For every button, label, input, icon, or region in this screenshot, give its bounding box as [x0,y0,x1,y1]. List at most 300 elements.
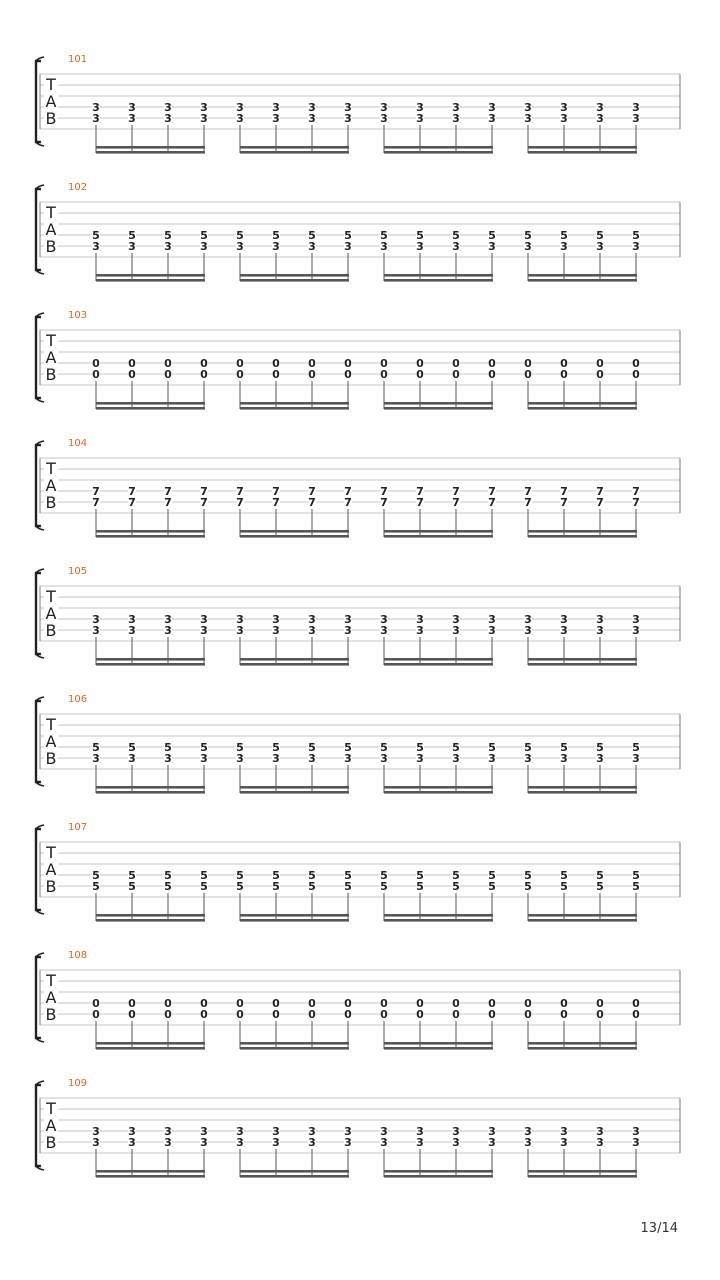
tab-clef-letter: T [46,331,56,350]
fret-number: 3 [164,240,172,253]
fret-number: 0 [488,1008,496,1021]
fret-number: 3 [344,101,352,114]
fret-number: 7 [236,485,244,498]
fret-number: 5 [92,229,100,242]
fret-number: 3 [272,101,280,114]
fret-number: 0 [92,997,100,1010]
beam [528,535,637,538]
fret-number: 3 [452,752,460,765]
fret-number: 7 [344,485,352,498]
fret-number: 7 [596,485,604,498]
fret-number: 3 [488,101,496,114]
beam [96,535,205,538]
tab-clef-letter: B [45,365,57,384]
beam [96,1042,205,1045]
beam [384,1042,493,1045]
fret-number: 5 [452,869,460,882]
fret-number: 5 [308,880,316,893]
fret-number: 3 [596,624,604,637]
fret-number: 3 [200,613,208,626]
measure-number: 105 [68,566,88,577]
fret-number: 5 [452,229,460,242]
beam [240,1047,349,1050]
fret-number: 7 [164,496,172,509]
fret-number: 3 [272,752,280,765]
fret-number: 5 [416,880,424,893]
fret-number: 3 [452,1125,460,1138]
fret-number: 3 [488,613,496,626]
beam [528,274,637,277]
beam [384,146,493,149]
tab-clef-letter: T [46,459,56,478]
tab-clef-letter: T [46,203,56,222]
fret-number: 3 [200,240,208,253]
fret-number: 3 [380,1136,388,1149]
system-101 [36,54,680,154]
fret-number: 3 [416,240,424,253]
fret-number: 0 [524,368,532,381]
measure-number: 108 [68,950,88,961]
fret-number: 5 [272,741,280,754]
fret-number: 3 [344,240,352,253]
fret-number: 3 [344,613,352,626]
beam [384,151,493,154]
fret-number: 5 [560,229,568,242]
beam [240,1170,349,1173]
fret-number: 0 [344,997,352,1010]
fret-number: 3 [560,613,568,626]
beam [384,658,493,661]
fret-number: 3 [128,101,136,114]
fret-number: 7 [380,485,388,498]
fret-number: 5 [200,741,208,754]
tab-clef-letter: A [45,92,57,111]
beam [528,791,637,794]
fret-number: 3 [200,112,208,125]
fret-number: 0 [380,368,388,381]
fret-number: 3 [416,752,424,765]
fret-number: 5 [632,880,640,893]
fret-number: 0 [236,1008,244,1021]
fret-number: 3 [560,624,568,637]
fret-number: 0 [272,368,280,381]
fret-number: 0 [128,997,136,1010]
beam [528,146,637,149]
fret-number: 0 [452,1008,460,1021]
beam [384,919,493,922]
fret-number: 7 [92,485,100,498]
fret-number: 0 [524,997,532,1010]
fret-number: 5 [524,880,532,893]
fret-number: 3 [128,752,136,765]
beam [240,914,349,917]
fret-number: 5 [164,741,172,754]
fret-number: 0 [416,997,424,1010]
fret-number: 3 [452,624,460,637]
fret-number: 7 [200,485,208,498]
fret-number: 3 [236,101,244,114]
fret-number: 5 [164,869,172,882]
fret-number: 3 [416,112,424,125]
beam [384,402,493,405]
fret-number: 5 [596,741,604,754]
fret-number: 0 [596,368,604,381]
beam [96,402,205,405]
fret-number: 5 [236,880,244,893]
fret-number: 7 [488,485,496,498]
fret-number: 3 [524,752,532,765]
fret-number: 3 [164,752,172,765]
fret-number: 3 [632,1136,640,1149]
fret-number: 7 [452,496,460,509]
fret-number: 5 [164,229,172,242]
fret-number: 0 [128,1008,136,1021]
tab-clef-letter: B [45,1005,57,1024]
beam [240,535,349,538]
fret-number: 0 [452,357,460,370]
beam [528,407,637,410]
beam [240,1175,349,1178]
fret-number: 3 [128,240,136,253]
fret-number: 3 [164,1136,172,1149]
fret-number: 0 [560,368,568,381]
beam [528,1170,637,1173]
fret-number: 5 [272,880,280,893]
fret-number: 3 [308,112,316,125]
fret-number: 3 [380,101,388,114]
fret-number: 7 [272,485,280,498]
beam [384,914,493,917]
fret-number: 3 [380,752,388,765]
beam [384,791,493,794]
fret-number: 5 [92,741,100,754]
fret-number: 3 [236,613,244,626]
system-102 [36,182,680,282]
fret-number: 3 [524,613,532,626]
fret-number: 0 [344,368,352,381]
fret-number: 0 [344,357,352,370]
fret-number: 0 [128,357,136,370]
fret-number: 0 [200,1008,208,1021]
fret-number: 5 [308,869,316,882]
system-103 [36,310,680,410]
fret-number: 5 [272,869,280,882]
beam [240,151,349,154]
tab-clef-letter: T [46,971,56,990]
fret-number: 3 [164,101,172,114]
beam [240,146,349,149]
beam [528,530,637,533]
beam [528,402,637,405]
fret-number: 0 [596,1008,604,1021]
fret-number: 7 [416,496,424,509]
fret-number: 3 [308,1136,316,1149]
tab-clef-letter: B [45,877,57,896]
measure-number: 109 [68,1078,88,1089]
beam [384,407,493,410]
fret-number: 0 [308,368,316,381]
fret-number: 0 [200,357,208,370]
beam [96,658,205,661]
fret-number: 0 [488,368,496,381]
measure-number: 101 [68,54,88,65]
beam [96,279,205,282]
fret-number: 3 [416,1136,424,1149]
tab-clef-letter: A [45,988,57,1007]
beam [240,274,349,277]
fret-number: 7 [452,485,460,498]
fret-number: 3 [632,613,640,626]
fret-number: 0 [560,1008,568,1021]
beam [240,791,349,794]
fret-number: 3 [632,101,640,114]
fret-number: 0 [164,997,172,1010]
fret-number: 3 [92,112,100,125]
measure-number: 103 [68,310,88,321]
beam [240,407,349,410]
fret-number: 3 [524,624,532,637]
fret-number: 0 [596,357,604,370]
system-108 [36,950,680,1050]
fret-number: 3 [596,1125,604,1138]
fret-number: 5 [524,229,532,242]
fret-number: 3 [344,112,352,125]
fret-number: 3 [560,752,568,765]
fret-number: 3 [488,112,496,125]
fret-number: 3 [380,112,388,125]
fret-number: 5 [308,741,316,754]
beam [96,791,205,794]
fret-number: 3 [524,240,532,253]
fret-number: 3 [524,101,532,114]
fret-number: 3 [596,752,604,765]
fret-number: 7 [344,496,352,509]
beam [384,279,493,282]
fret-number: 3 [236,1125,244,1138]
fret-number: 3 [272,613,280,626]
fret-number: 3 [272,1136,280,1149]
fret-number: 5 [200,869,208,882]
tab-clef-letter: B [45,621,57,640]
beam [528,658,637,661]
fret-number: 7 [128,496,136,509]
tab-clef-letter: T [46,75,56,94]
fret-number: 3 [452,112,460,125]
fret-number: 7 [488,496,496,509]
beam [528,786,637,789]
fret-number: 3 [524,112,532,125]
fret-number: 3 [92,1125,100,1138]
fret-number: 3 [272,624,280,637]
fret-number: 3 [164,613,172,626]
fret-number: 0 [344,1008,352,1021]
fret-number: 0 [236,997,244,1010]
beam [96,919,205,922]
beam [384,530,493,533]
beam [528,1042,637,1045]
fret-number: 3 [416,1125,424,1138]
fret-number: 0 [308,1008,316,1021]
beam [384,786,493,789]
fret-number: 3 [92,613,100,626]
system-107 [36,822,680,922]
fret-number: 3 [488,624,496,637]
fret-number: 0 [200,997,208,1010]
fret-number: 3 [308,624,316,637]
beam [384,1047,493,1050]
fret-number: 0 [92,1008,100,1021]
beam [528,1047,637,1050]
fret-number: 3 [272,240,280,253]
fret-number: 3 [200,624,208,637]
measure-number: 106 [68,694,88,705]
fret-number: 3 [632,240,640,253]
tab-clef-letter: T [46,843,56,862]
tab-clef-letter: T [46,1099,56,1118]
fret-number: 3 [416,624,424,637]
fret-number: 0 [92,357,100,370]
fret-number: 0 [380,357,388,370]
fret-number: 0 [272,997,280,1010]
tab-clef-letter: T [46,587,56,606]
tab-clef-letter: B [45,109,57,128]
fret-number: 0 [164,368,172,381]
fret-number: 0 [488,997,496,1010]
fret-number: 3 [380,1125,388,1138]
fret-number: 5 [128,229,136,242]
fret-number: 0 [632,357,640,370]
fret-number: 3 [344,624,352,637]
fret-number: 3 [632,1125,640,1138]
beam [96,151,205,154]
fret-number: 3 [560,240,568,253]
fret-number: 3 [524,1136,532,1149]
tab-clef-letter: B [45,749,57,768]
fret-number: 0 [560,997,568,1010]
fret-number: 0 [416,1008,424,1021]
beam [240,530,349,533]
fret-number: 3 [488,1136,496,1149]
fret-number: 3 [452,240,460,253]
fret-number: 0 [272,1008,280,1021]
beam [528,914,637,917]
fret-number: 5 [560,880,568,893]
fret-number: 0 [416,368,424,381]
fret-number: 3 [560,101,568,114]
fret-number: 7 [416,485,424,498]
fret-number: 0 [308,357,316,370]
fret-number: 5 [488,229,496,242]
fret-number: 3 [560,112,568,125]
fret-number: 5 [596,229,604,242]
fret-number: 3 [200,1136,208,1149]
fret-number: 7 [632,485,640,498]
system-109 [36,1078,680,1178]
fret-number: 0 [596,997,604,1010]
fret-number: 5 [524,741,532,754]
fret-number: 5 [200,229,208,242]
fret-number: 0 [380,1008,388,1021]
tab-clef-letter: B [45,493,57,512]
fret-number: 7 [200,496,208,509]
fret-number: 7 [92,496,100,509]
fret-number: 5 [560,869,568,882]
fret-number: 3 [200,1125,208,1138]
beam [240,658,349,661]
beam [528,919,637,922]
beam [96,1175,205,1178]
fret-number: 3 [452,1136,460,1149]
fret-number: 0 [632,1008,640,1021]
fret-number: 5 [596,869,604,882]
system-105 [36,566,680,666]
fret-number: 0 [92,368,100,381]
fret-number: 3 [596,112,604,125]
fret-number: 3 [416,613,424,626]
tab-clef-letter: B [45,237,57,256]
fret-number: 5 [236,229,244,242]
fret-number: 5 [92,869,100,882]
fret-number: 5 [128,880,136,893]
beam [384,535,493,538]
fret-number: 3 [524,1125,532,1138]
fret-number: 3 [344,1136,352,1149]
fret-number: 3 [128,613,136,626]
tab-clef-letter: A [45,732,57,751]
fret-number: 3 [632,624,640,637]
fret-number: 0 [200,368,208,381]
beam [240,279,349,282]
fret-number: 3 [560,1136,568,1149]
fret-number: 5 [380,880,388,893]
fret-number: 0 [164,357,172,370]
fret-number: 0 [380,997,388,1010]
fret-number: 5 [488,869,496,882]
fret-number: 3 [632,112,640,125]
fret-number: 0 [236,368,244,381]
fret-number: 0 [236,357,244,370]
fret-number: 3 [596,613,604,626]
fret-number: 5 [452,741,460,754]
fret-number: 3 [380,613,388,626]
beam [240,1042,349,1045]
beam [384,1175,493,1178]
fret-number: 5 [308,229,316,242]
fret-number: 3 [128,1125,136,1138]
beam [96,786,205,789]
beam [384,274,493,277]
fret-number: 3 [200,101,208,114]
fret-number: 3 [92,1136,100,1149]
beam [240,402,349,405]
fret-number: 7 [560,485,568,498]
fret-number: 5 [344,229,352,242]
beam [96,530,205,533]
fret-number: 7 [596,496,604,509]
fret-number: 3 [488,240,496,253]
tab-clef-letter: A [45,860,57,879]
fret-number: 3 [308,1125,316,1138]
fret-number: 5 [200,880,208,893]
fret-number: 3 [164,1125,172,1138]
fret-number: 5 [416,741,424,754]
fret-number: 5 [236,741,244,754]
fret-number: 3 [92,624,100,637]
fret-number: 5 [380,229,388,242]
fret-number: 3 [236,1136,244,1149]
fret-number: 3 [92,101,100,114]
fret-number: 7 [164,485,172,498]
